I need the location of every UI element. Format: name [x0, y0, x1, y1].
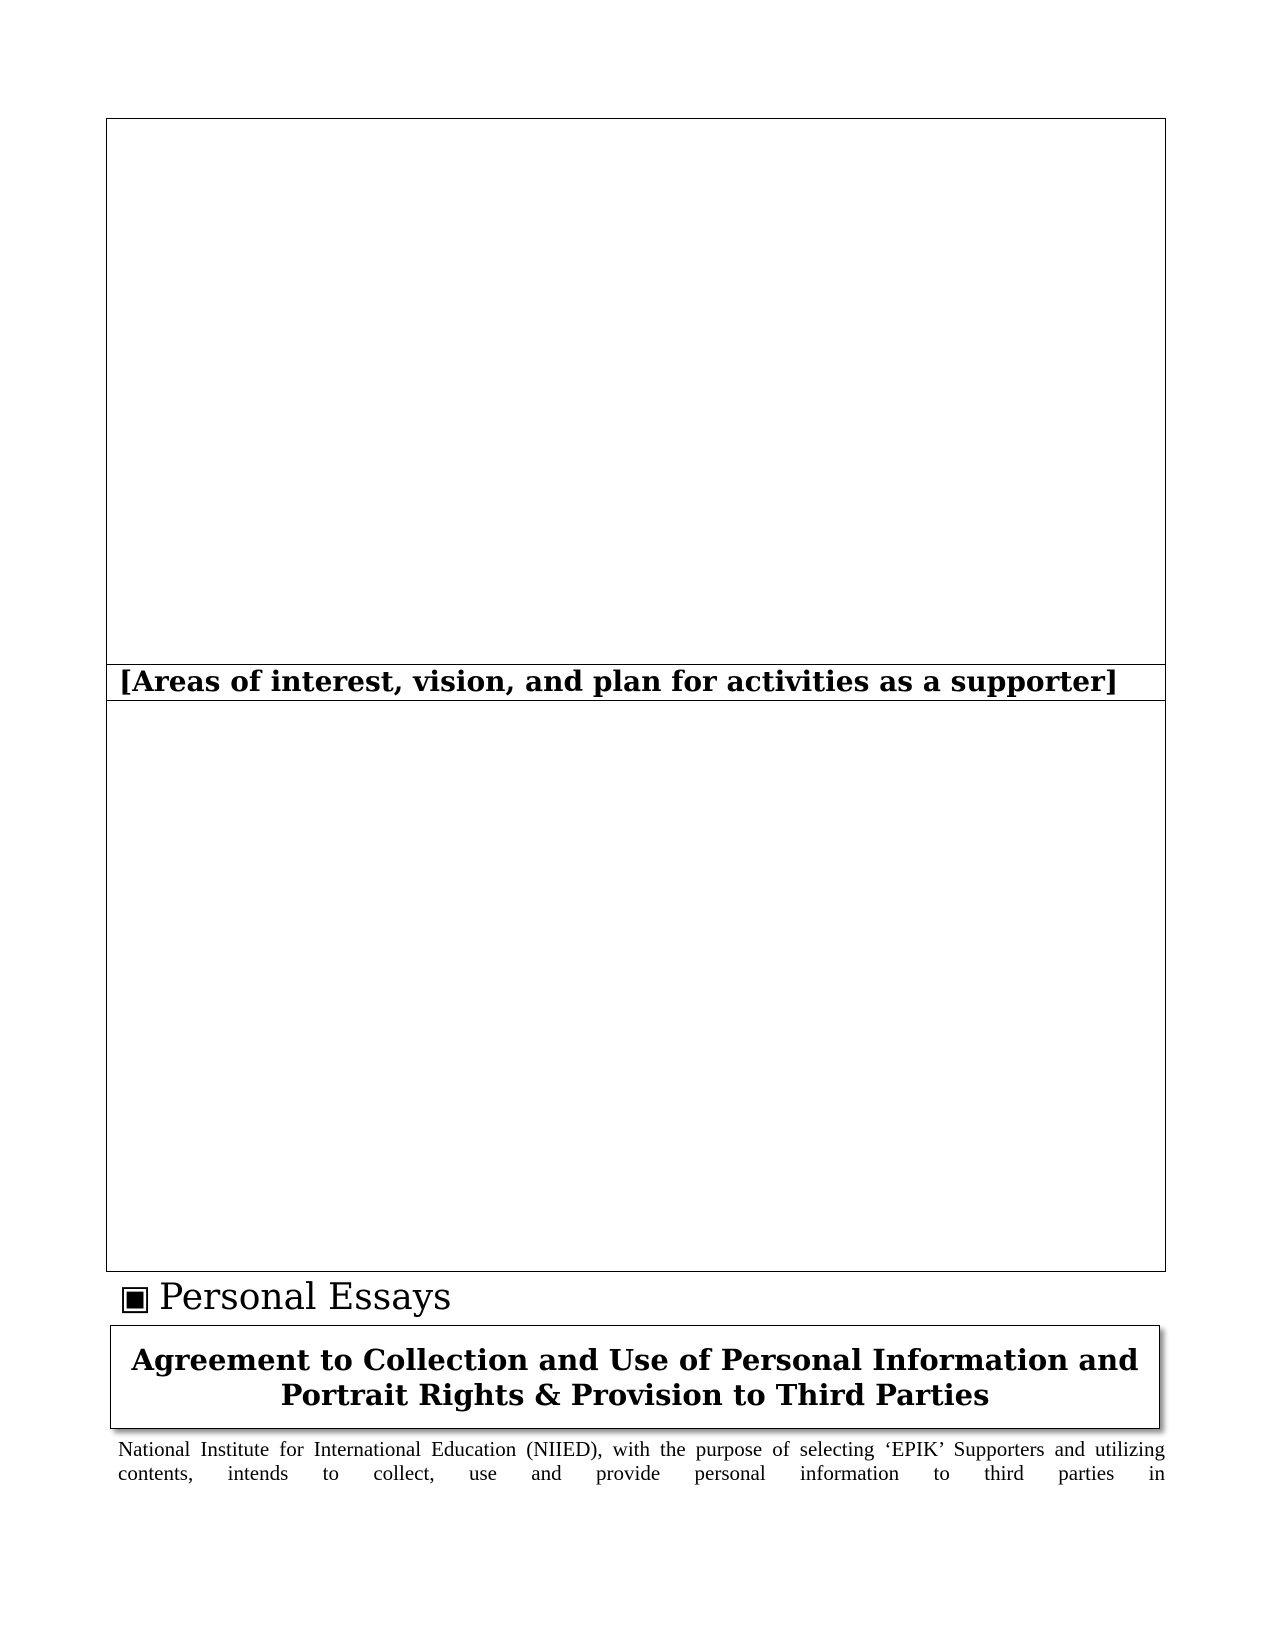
section-title: Personal Essays: [159, 1277, 452, 1318]
agreement-title-line-1: Agreement to Collection and Use of Personal Information and: [131, 1343, 1139, 1377]
essay-answer-box-areas-of-interest[interactable]: [107, 701, 1165, 1271]
agreement-title-line-2: Portrait Rights & Provision to Third Parties: [280, 1378, 990, 1412]
section-heading-personal-essays: [119, 1276, 452, 1320]
essay-form-table: [106, 118, 1166, 1272]
row-heading-areas-of-interest: [Areas of interest, vision, and plan for activities as a supporter]: [107, 665, 1165, 701]
agreement-intro-paragraph: National Institute for International Education (NIIED), with the purpose of selecting ‘EPIK’ Supporters and utilizing contents, intends to collect, use and provide personal information to third parties in: [118, 1437, 1165, 1485]
square-bullet-icon: ▣: [119, 1278, 152, 1318]
essay-answer-box-previous[interactable]: [107, 119, 1165, 665]
agreement-title-box: [110, 1325, 1160, 1429]
